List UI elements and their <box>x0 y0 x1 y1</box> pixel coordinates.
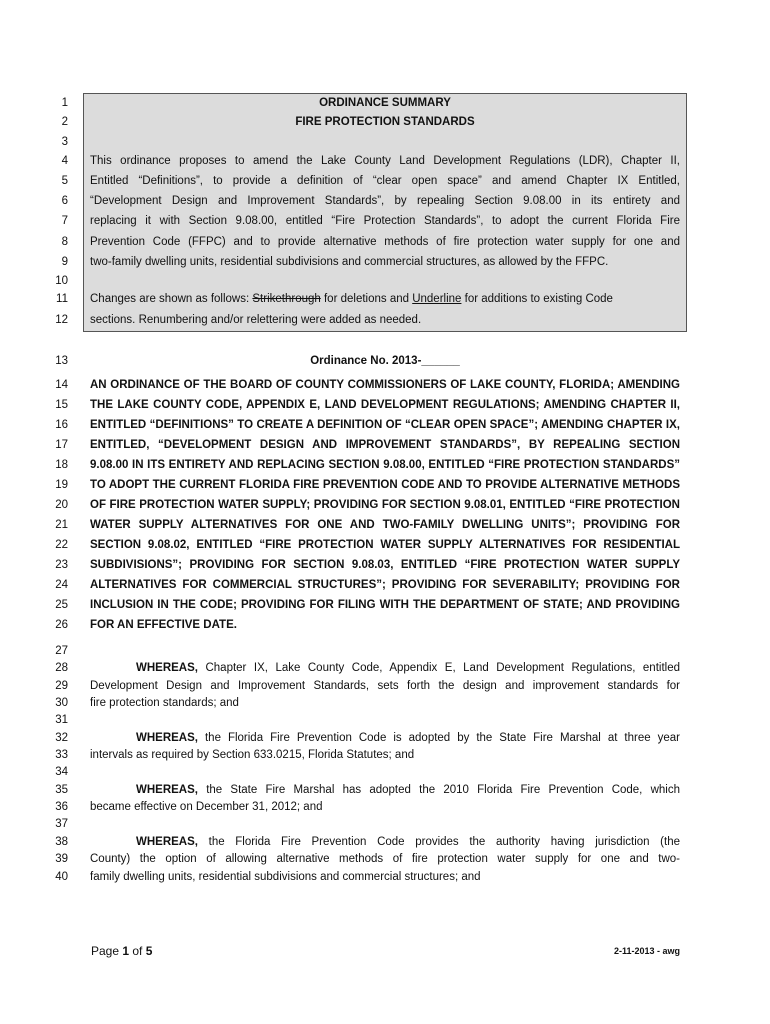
whereas-text-line: County) the option of allowing alternative methods of fire protection water supply for one and two- <box>90 853 680 865</box>
title-line: OF FIRE PROTECTION WATER SUPPLY; PROVIDING FOR SECTION 9.08.01, ENTITLED “FIRE PROTECTION <box>90 499 680 511</box>
line-number: 11 <box>56 293 68 305</box>
title-line: ENTITLED, “DEVELOPMENT DESIGN AND IMPROVEMENT STANDARDS”, BY REPEALING SECTION <box>90 439 680 451</box>
line-number: 25 <box>55 599 68 611</box>
whereas-text-line: fire protection standards; and <box>90 697 239 709</box>
page-total: 5 <box>145 944 153 958</box>
summary-paragraph-line: Prevention Code (FFPC) and to provide alternative methods of fire protection water supply for one and <box>90 236 680 248</box>
line-number: 32 <box>55 732 68 744</box>
whereas-text: the Florida Fire Prevention Code provides the authority having jurisdiction (the <box>197 836 680 848</box>
page-indicator <box>91 944 152 958</box>
line-number: 17 <box>55 439 68 451</box>
line-number: 12 <box>55 314 68 326</box>
line-number: 2 <box>61 116 68 128</box>
revision-date-tag: 2-11-2013 - awg <box>613 946 680 956</box>
line-number: 16 <box>55 419 68 431</box>
whereas-text: the Florida Fire Prevention Code is adopted by the State Fire Marshal at three year <box>197 732 680 744</box>
whereas-text-line: intervals as required by Section 633.0215, Florida Statutes; and <box>90 749 415 761</box>
title-line: SECTION 9.08.02, ENTITLED “FIRE PROTECTION WATER SUPPLY ALTERNATIVES FOR RESIDENTIAL <box>90 539 680 551</box>
summary-subheading: FIRE PROTECTION STANDARDS <box>295 116 475 128</box>
title-line: WATER SUPPLY ALTERNATIVES FOR ONE AND TWO-FAMILY DWELLING UNITS”; PROVIDING FOR <box>90 519 680 531</box>
whereas-clause-1 <box>90 662 680 675</box>
changes-suffix: for additions to existing Code <box>461 293 613 305</box>
title-line: TO ADOPT THE CURRENT FLORIDA FIRE PREVENTION CODE AND TO PROVIDE ALTERNATIVE METHODS <box>90 479 680 491</box>
line-number: 3 <box>61 136 68 148</box>
whereas-text-line: Development Design and Improvement Standards, sets forth the design and improvement standards for <box>90 680 680 692</box>
summary-paragraph-line: This ordinance proposes to amend the Lake County Land Development Regulations (LDR), Chapter II, <box>90 155 680 167</box>
summary-paragraph-line: two-family dwelling units, residential subdivisions and commercial structures, as allowed by the FFPC. <box>90 256 609 268</box>
line-number: 26 <box>55 619 68 631</box>
line-number: 1 <box>61 97 68 109</box>
title-line: ALTERNATIVES FOR COMMERCIAL STRUCTURES”; PROVIDING FOR SEVERABILITY; PROVIDING FOR <box>90 579 680 591</box>
ordinance-number: Ordinance No. 2013-______ <box>310 355 460 367</box>
whereas-label: WHEREAS, <box>136 784 198 796</box>
title-line: INCLUSION IN THE CODE; PROVIDING FOR FILING WITH THE DEPARTMENT OF STATE; AND PROVIDING <box>90 599 680 611</box>
line-number: 21 <box>55 519 68 531</box>
line-number: 18 <box>55 459 68 471</box>
line-number: 5 <box>61 175 68 187</box>
underline-example: Underline <box>412 293 462 305</box>
line-number: 9 <box>61 256 68 268</box>
whereas-label: WHEREAS, <box>136 662 198 674</box>
line-number: 36 <box>55 801 68 813</box>
summary-heading: ORDINANCE SUMMARY <box>319 97 451 109</box>
line-number: 37 <box>55 818 68 830</box>
line-number: 22 <box>55 539 68 551</box>
page-prefix: Page <box>91 944 123 958</box>
line-number: 23 <box>55 559 68 571</box>
line-number: 15 <box>55 399 68 411</box>
line-number: 19 <box>55 479 68 491</box>
line-number: 8 <box>61 236 68 248</box>
whereas-clause-4 <box>90 836 680 849</box>
summary-paragraph-line: Entitled “Definitions”, to provide a definition of “clear open space” and amend Chapter IX Entitled, <box>90 175 680 187</box>
title-line: 9.08.00 IN ITS ENTIRETY AND REPLACING SECTION 9.08.00, ENTITLED “FIRE PROTECTION STANDARDS” <box>90 459 680 471</box>
page-of: of <box>129 944 146 958</box>
whereas-label: WHEREAS, <box>136 836 198 848</box>
changes-legend <box>90 293 613 306</box>
line-number: 20 <box>55 499 68 511</box>
line-number: 30 <box>55 697 68 709</box>
line-number: 14 <box>55 379 68 391</box>
whereas-text-line: family dwelling units, residential subdivisions and commercial structures; and <box>90 871 481 883</box>
whereas-label: WHEREAS, <box>136 732 198 744</box>
title-line: THE LAKE COUNTY CODE, APPENDIX E, LAND DEVELOPMENT REGULATIONS; AMENDING CHAPTER II, <box>90 399 680 411</box>
whereas-clause-2 <box>90 732 680 745</box>
line-number: 38 <box>55 836 68 848</box>
page-number: 1 <box>122 944 130 958</box>
title-line: AN ORDINANCE OF THE BOARD OF COUNTY COMMISSIONERS OF LAKE COUNTY, FLORIDA; AMENDING <box>90 379 680 391</box>
line-number: 6 <box>61 195 68 207</box>
whereas-text: Chapter IX, Lake County Code, Appendix E, Land Development Regulations, entitled <box>197 662 680 674</box>
line-number: 27 <box>55 645 68 657</box>
line-number: 31 <box>55 714 68 726</box>
line-number: 39 <box>55 853 68 865</box>
line-number: 34 <box>55 766 68 778</box>
line-number: 7 <box>61 215 68 227</box>
changes-legend-line2: sections. Renumbering and/or relettering were added as needed. <box>90 314 422 326</box>
title-line: ENTITLED “DEFINITIONS” TO CREATE A DEFINITION OF “CLEAR OPEN SPACE”; AMENDING CHAPTER IX, <box>90 419 680 431</box>
line-number: 33 <box>55 749 68 761</box>
whereas-text: the State Fire Marshal has adopted the 2010 Florida Fire Prevention Code, which <box>197 784 680 796</box>
whereas-clause-3 <box>90 784 680 797</box>
title-line: FOR AN EFFECTIVE DATE. <box>90 619 237 631</box>
line-number: 24 <box>55 579 68 591</box>
title-line: SUBDIVISIONS”; PROVIDING FOR SECTION 9.08.03, ENTITLED “FIRE PROTECTION WATER SUPPLY <box>90 559 680 571</box>
line-number: 28 <box>55 662 68 674</box>
strikethrough-example: Strikethrough <box>252 293 321 305</box>
line-number: 40 <box>55 871 68 883</box>
changes-mid: for deletions and <box>320 293 413 305</box>
whereas-text-line: became effective on December 31, 2012; and <box>90 801 323 813</box>
line-number: 10 <box>55 275 68 287</box>
line-number: 13 <box>55 355 68 367</box>
summary-paragraph-line: “Development Design and Improvement Standards”, by repealing Section 9.08.00 in its entirety and <box>90 195 680 207</box>
summary-paragraph-line: replacing it with Section 9.08.00, entitled “Fire Protection Standards”, to adopt the current Florida Fire <box>90 215 680 227</box>
line-number: 29 <box>55 680 68 692</box>
changes-prefix: Changes are shown as follows: <box>90 293 253 305</box>
line-number: 35 <box>55 784 68 796</box>
line-number: 4 <box>61 155 68 167</box>
